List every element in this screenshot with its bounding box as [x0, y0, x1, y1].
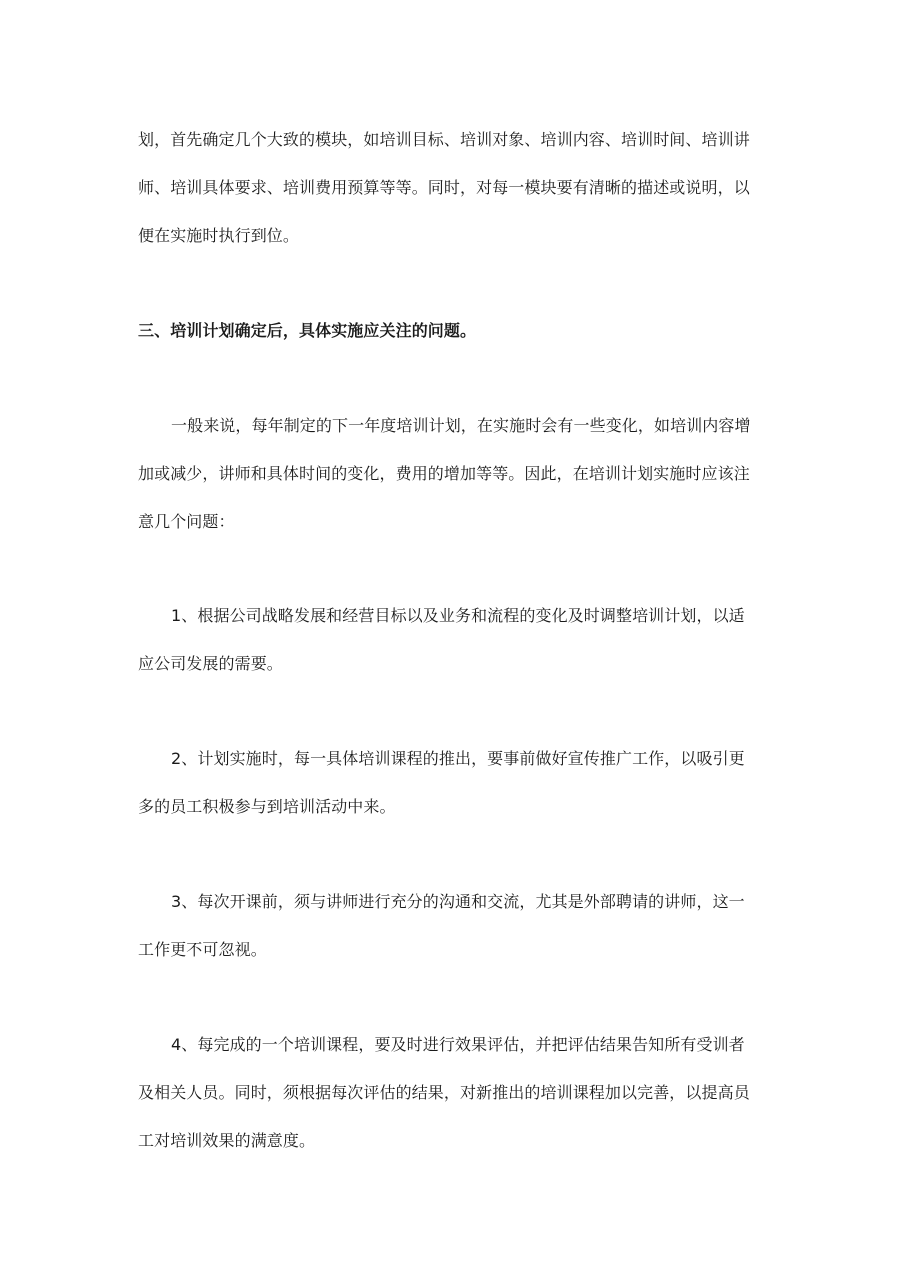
section-heading: 三、培训计划确定后，具体实施应关注的问题。 [138, 321, 477, 340]
list-item-2-line: 2、计划实施时，每一具体培训课程的推出，要事前做好宣传推广工作，以吸引更 [171, 749, 745, 768]
text-line: 师、培训具体要求、培训费用预算等等。同时，对每一模块要有清晰的描述或说明，以 [138, 178, 750, 197]
list-item-4-line: 及相关人员。同时，须根据每次评估的结果，对新推出的培训课程加以完善，以提高员 [138, 1083, 750, 1102]
text-line: 意几个问题： [138, 512, 235, 531]
list-item-3-line: 工作更不可忽视。 [138, 940, 267, 959]
text-line: 便在实施时执行到位。 [138, 226, 300, 245]
list-item-1-line: 应公司发展的需要。 [138, 654, 283, 673]
text-line: 划，首先确定几个大致的模块，如培训目标、培训对象、培训内容、培训时间、培训讲 [138, 130, 750, 149]
list-item-3-line: 3、每次开课前，须与讲师进行充分的沟通和交流，尤其是外部聘请的讲师，这一 [171, 892, 745, 911]
list-item-1-line: 1、根据公司战略发展和经营目标以及业务和流程的变化及时调整培训计划，以适 [171, 606, 745, 625]
text-line: 加或减少，讲师和具体时间的变化，费用的增加等等。因此，在培训计划实施时应该注 [138, 464, 750, 483]
text-line: 一般来说，每年制定的下一年度培训计划，在实施时会有一些变化，如培训内容增 [171, 416, 751, 435]
list-item-4-line: 工对培训效果的满意度。 [138, 1131, 316, 1150]
list-item-4-line: 4、每完成的一个培训课程，要及时进行效果评估，并把评估结果告知所有受训者 [171, 1035, 745, 1054]
list-item-2-line: 多的员工积极参与到培训活动中来。 [138, 797, 396, 816]
